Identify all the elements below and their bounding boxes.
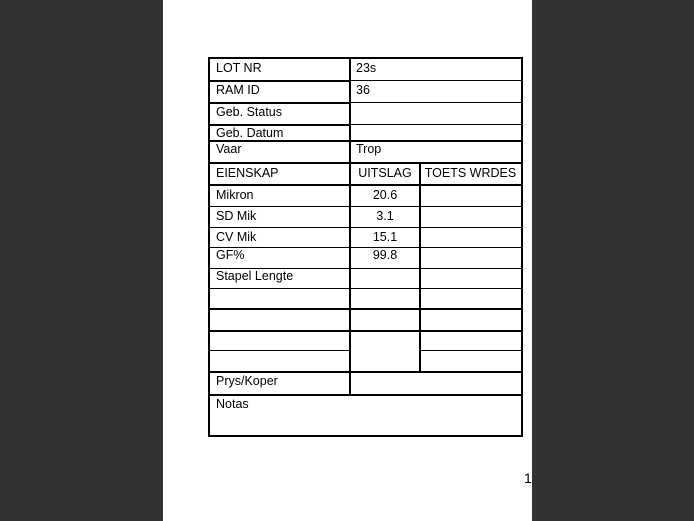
rule-thick [210,184,521,186]
label-geb-datum: Geb. Datum [216,126,284,140]
property-test-value [420,206,521,227]
property-label: Mikron [216,188,254,202]
rule [210,227,521,228]
row-notes [210,395,521,435]
property-label: CV Mik [216,230,257,244]
property-row [210,206,521,227]
rule-thick [210,80,350,82]
value-geb-datum [350,125,521,141]
document-page [163,0,532,521]
property-row [210,185,521,206]
rule-thick [210,102,350,104]
rule-thick [210,124,350,126]
value-geb-status [350,103,521,125]
property-row [210,227,521,247]
label-ram-id: RAM ID [216,83,260,97]
column-header-toets-wrdes: TOETS WRDES [424,166,517,180]
property-label: Stapel Lengte [216,269,294,283]
column-header-uitslag: UITSLAG [358,166,412,180]
label-notes: Notas [216,397,249,411]
label-vaar: Vaar [216,142,242,156]
property-result: 15.1 [372,230,398,244]
property-result [350,268,420,289]
row-column-headers [210,163,521,185]
row-price-buyer [210,372,521,395]
property-result: 99.8 [372,248,398,262]
rule [210,206,521,207]
row-geb-status [210,103,521,125]
label-geb-status: Geb. Status [216,105,283,119]
property-result: 20.6 [372,188,398,202]
wool-test-form [208,57,523,437]
rule-thick [210,371,521,373]
property-row [210,268,521,289]
value-ram-id: 36 [356,83,370,97]
rule-thick [210,140,521,142]
rule-thick [210,394,521,396]
property-label: GF% [216,248,245,262]
rule [420,350,521,351]
column-header-eienskap: EIENSKAP [216,166,279,180]
row-lot-nr [210,59,521,81]
property-result: 3.1 [376,209,394,223]
rule [210,247,521,248]
rule [210,268,521,269]
row-ram-id [210,81,521,103]
property-test-value [420,227,521,247]
row-vaar [210,141,521,163]
value-vaar: Trop [356,142,382,156]
label-lot-nr: LOT NR [216,61,262,75]
row-geb-datum [210,125,521,141]
page-number: 1 [524,470,532,486]
rule-thick [210,162,521,164]
value-price-buyer [350,372,521,395]
property-row [210,247,521,268]
value-lot-nr: 23s [356,61,377,75]
property-label: SD Mik [216,209,257,223]
property-test-value [420,268,521,289]
rule-vertical [419,163,421,372]
property-test-value [420,185,521,206]
rule [210,288,521,289]
label-price-buyer: Prys/Koper [216,374,278,388]
rule-vertical [349,59,351,395]
rule-thick [210,308,521,310]
property-test-value [420,247,521,268]
rule-thick [210,330,521,332]
rule [210,350,350,351]
